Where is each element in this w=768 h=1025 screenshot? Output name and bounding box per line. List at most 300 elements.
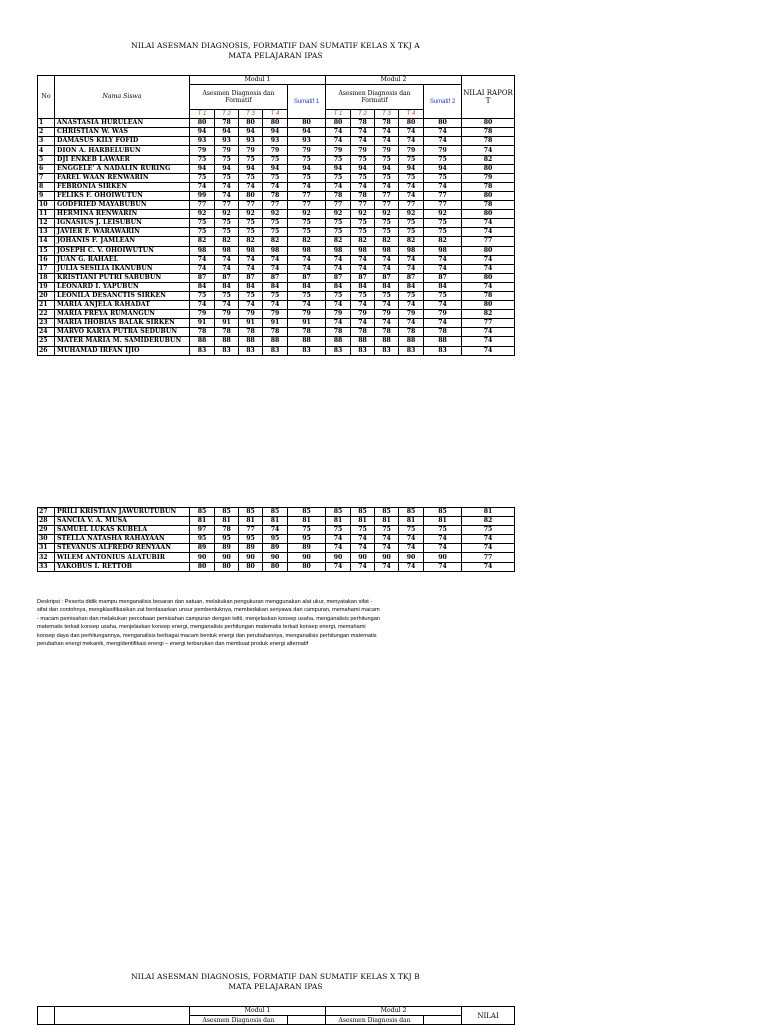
score-cell: 77	[462, 319, 515, 328]
score-cell: 78	[375, 328, 399, 337]
row-number: 16	[38, 255, 55, 264]
score-cell: 87	[288, 273, 326, 282]
score-cell: 75	[375, 291, 399, 300]
score-cell: 75	[375, 173, 399, 182]
table-row	[38, 137, 515, 146]
score-cell: 80	[190, 562, 215, 571]
score-cell: 92	[190, 210, 215, 219]
score-cell: 78	[326, 191, 351, 200]
score-cell: 92	[326, 210, 351, 219]
score-cell: 74	[462, 228, 515, 237]
header-sumatif-1: Sumatif 1	[288, 85, 326, 119]
score-cell: 74	[190, 255, 215, 264]
score-cell: 88	[399, 337, 424, 346]
student-name: FEBRONIA SIRKEN	[55, 182, 190, 191]
score-cell: 74	[375, 255, 399, 264]
score-cell: 87	[399, 273, 424, 282]
row-number: 22	[38, 310, 55, 319]
class-b-title	[37, 972, 514, 992]
class-b-title-line2: MATA PELAJARAN IPAS	[228, 982, 323, 991]
score-cell: 98	[239, 246, 263, 255]
row-number: 6	[38, 164, 55, 173]
table-row	[38, 535, 515, 544]
score-cell: 74	[424, 319, 462, 328]
score-cell: 87	[190, 273, 215, 282]
header-b-no-cell	[38, 1007, 55, 1025]
student-name: STEVANUS ALFREDO RENYAAN	[55, 544, 190, 553]
header-m1-t3: T 3	[239, 110, 263, 119]
table-row	[38, 146, 515, 155]
table-row	[38, 246, 515, 255]
score-cell: 98	[399, 246, 424, 255]
student-name: FELIKS F. OHOIWUTUN	[55, 191, 190, 200]
deskripsi-line: konsep daya dan perhitungannya, menganalisis berbagai macam bentuk energi dan perubahannya, menganalisis perhitungan matematis	[37, 632, 377, 639]
table-row	[38, 155, 515, 164]
score-cell: 80	[462, 191, 515, 200]
score-cell: 75	[351, 526, 375, 535]
score-cell: 77	[263, 201, 288, 210]
score-cell: 75	[375, 219, 399, 228]
score-cell: 75	[215, 291, 239, 300]
score-cell: 92	[263, 210, 288, 219]
header-modul-2: Modul 2	[326, 76, 462, 85]
student-name: STELLA NATASHA RAHAYAAN	[55, 535, 190, 544]
score-cell: 74	[351, 301, 375, 310]
student-name: DAMASUS KILY FOFID	[55, 137, 190, 146]
score-cell: 75	[263, 173, 288, 182]
score-cell: 74	[424, 544, 462, 553]
score-cell: 85	[239, 508, 263, 517]
row-number: 5	[38, 155, 55, 164]
score-cell: 82	[351, 237, 375, 246]
student-name: YAKOBUS I. RETTOB	[55, 562, 190, 571]
row-number: 25	[38, 337, 55, 346]
score-cell: 74	[263, 526, 288, 535]
score-cell: 93	[288, 137, 326, 146]
header-b-sumatif-2-cell	[424, 1016, 462, 1025]
score-cell: 81	[288, 517, 326, 526]
score-cell: 94	[399, 164, 424, 173]
score-cell: 83	[399, 346, 424, 355]
score-cell: 74	[462, 535, 515, 544]
score-cell: 98	[326, 246, 351, 255]
score-cell: 74	[462, 282, 515, 291]
score-cell: 74	[375, 182, 399, 191]
student-name: LEONILA DESANCTIS SIRKEN	[55, 291, 190, 300]
score-cell: 75	[239, 228, 263, 237]
score-cell: 79	[288, 146, 326, 155]
score-cell: 75	[190, 291, 215, 300]
student-name: HERMINA RENWARIN	[55, 210, 190, 219]
deskripsi-line: perubahan energi mekanik, mengidentifikasi energi – energi terbarukan dan membuat produk energi alternatif	[37, 641, 309, 648]
score-cell: 83	[190, 346, 215, 355]
score-cell: 80	[399, 119, 424, 128]
student-name: JOSEPH C. V. OHOIWUTUN	[55, 246, 190, 255]
score-cell: 74	[351, 535, 375, 544]
header-nama-siswa: Nama Siswa	[55, 76, 190, 119]
score-cell: 78	[462, 182, 515, 191]
row-number: 20	[38, 291, 55, 300]
row-number: 30	[38, 535, 55, 544]
score-cell: 79	[375, 310, 399, 319]
score-cell: 78	[351, 119, 375, 128]
score-cell: 74	[190, 182, 215, 191]
table-row	[38, 219, 515, 228]
score-cell: 93	[190, 137, 215, 146]
score-cell: 74	[399, 255, 424, 264]
row-number: 33	[38, 562, 55, 571]
score-cell: 74	[288, 301, 326, 310]
score-cell: 79	[239, 146, 263, 155]
score-cell: 79	[351, 310, 375, 319]
score-cell: 98	[215, 246, 239, 255]
table-row	[38, 291, 515, 300]
score-cell: 74	[462, 544, 515, 553]
grade-table-body-b	[38, 508, 515, 572]
score-cell: 81	[239, 517, 263, 526]
score-cell: 89	[215, 544, 239, 553]
score-cell: 75	[288, 219, 326, 228]
student-name: JUAN G. RAHAEL	[55, 255, 190, 264]
score-cell: 91	[190, 319, 215, 328]
student-name: MARIA FREYA RUMANGUN	[55, 310, 190, 319]
table-row	[38, 544, 515, 553]
student-name: DJI ENKEB LAWAER	[55, 155, 190, 164]
score-cell: 80	[424, 119, 462, 128]
score-cell: 92	[375, 210, 399, 219]
score-cell: 80	[462, 246, 515, 255]
student-name: SAMUEL LUKAS KUBELA	[55, 526, 190, 535]
score-cell: 88	[190, 337, 215, 346]
student-name: DION A. HARBELUBUN	[55, 146, 190, 155]
score-cell: 78	[215, 526, 239, 535]
score-cell: 75	[462, 526, 515, 535]
header-b-asesmen-modul-1: Asesmen Diagnosis dan	[190, 1016, 288, 1025]
score-cell: 87	[326, 273, 351, 282]
score-cell: 79	[190, 310, 215, 319]
score-cell: 78	[190, 328, 215, 337]
student-name: KRISTIANI PUTRI SABUBUN	[55, 273, 190, 282]
score-cell: 75	[351, 155, 375, 164]
deskripsi-line: matematis terkait konsep usaha, menjelaskan konsep energi, menganalisis perhitungan matematis terkait konsep energi, memahami	[37, 624, 366, 631]
header-no: No	[38, 76, 55, 119]
row-number: 26	[38, 346, 55, 355]
score-cell: 83	[375, 346, 399, 355]
score-cell: 74	[215, 182, 239, 191]
class-a-title	[37, 41, 514, 61]
score-cell: 78	[375, 119, 399, 128]
score-cell: 75	[239, 155, 263, 164]
table-row	[38, 553, 515, 562]
score-cell: 90	[288, 553, 326, 562]
score-cell: 77	[424, 201, 462, 210]
score-cell: 82	[190, 237, 215, 246]
score-cell: 92	[351, 210, 375, 219]
score-cell: 74	[424, 255, 462, 264]
score-cell: 75	[375, 526, 399, 535]
score-cell: 74	[424, 301, 462, 310]
score-cell: 74	[399, 544, 424, 553]
header-asesmen-modul-2: Asesmen Diagnosis dan Formatif	[326, 85, 424, 110]
score-cell: 74	[351, 128, 375, 137]
score-cell: 80	[190, 119, 215, 128]
score-cell: 95	[288, 535, 326, 544]
header-m2-t2: T 2	[351, 110, 375, 119]
score-cell: 92	[288, 210, 326, 219]
score-cell: 75	[288, 291, 326, 300]
score-cell: 83	[215, 346, 239, 355]
score-cell: 77	[239, 201, 263, 210]
score-cell: 75	[326, 526, 351, 535]
score-cell: 74	[424, 535, 462, 544]
score-cell: 79	[190, 146, 215, 155]
score-cell: 81	[375, 517, 399, 526]
score-cell: 88	[326, 337, 351, 346]
row-number: 19	[38, 282, 55, 291]
score-cell: 75	[351, 219, 375, 228]
score-cell: 80	[326, 119, 351, 128]
score-cell: 88	[351, 337, 375, 346]
header-modul-1: Modul 1	[190, 76, 326, 85]
score-cell: 74	[215, 191, 239, 200]
score-cell: 88	[239, 337, 263, 346]
student-name: JOHANIS F. JAMLEAN	[55, 237, 190, 246]
score-cell: 74	[399, 319, 424, 328]
score-cell: 75	[326, 291, 351, 300]
score-cell: 75	[326, 173, 351, 182]
score-cell: 84	[190, 282, 215, 291]
score-cell: 74	[288, 264, 326, 273]
student-name: WILEM ANTONIUS ALATUBIR	[55, 553, 190, 562]
score-cell: 83	[424, 346, 462, 355]
score-cell: 74	[190, 301, 215, 310]
table-row	[38, 201, 515, 210]
score-cell: 77	[375, 201, 399, 210]
score-cell: 74	[424, 562, 462, 571]
score-cell: 74	[375, 137, 399, 146]
header-m2-t4: T 4	[399, 110, 424, 119]
score-cell: 80	[263, 562, 288, 571]
score-cell: 82	[399, 237, 424, 246]
score-cell: 74	[462, 255, 515, 264]
score-cell: 78	[462, 128, 515, 137]
score-cell: 85	[215, 508, 239, 517]
score-cell: 79	[462, 173, 515, 182]
score-cell: 75	[326, 155, 351, 164]
grade-table-continuation	[37, 507, 515, 572]
student-name: JAVIER F. WARAWARIN	[55, 228, 190, 237]
row-number: 21	[38, 301, 55, 310]
score-cell: 98	[263, 246, 288, 255]
score-cell: 83	[288, 346, 326, 355]
score-cell: 84	[326, 282, 351, 291]
score-cell: 82	[462, 517, 515, 526]
score-cell: 85	[288, 508, 326, 517]
score-cell: 75	[399, 526, 424, 535]
score-cell: 74	[326, 137, 351, 146]
score-cell: 90	[190, 553, 215, 562]
score-cell: 90	[351, 553, 375, 562]
score-cell: 81	[215, 517, 239, 526]
table-row	[38, 337, 515, 346]
score-cell: 74	[399, 191, 424, 200]
score-cell: 89	[288, 544, 326, 553]
score-cell: 84	[351, 282, 375, 291]
table-row	[38, 562, 515, 571]
score-cell: 87	[239, 273, 263, 282]
student-name: ANASTASIA HURULEAN	[55, 119, 190, 128]
row-number: 31	[38, 544, 55, 553]
score-cell: 85	[399, 508, 424, 517]
header-b-modul-1: Modul 1	[190, 1007, 326, 1016]
table-row	[38, 328, 515, 337]
row-number: 24	[38, 328, 55, 337]
score-cell: 88	[263, 337, 288, 346]
score-cell: 94	[288, 128, 326, 137]
header-b-sumatif-1-cell	[288, 1016, 326, 1025]
header-asesmen-modul-1: Asesmen Diagnosis dan Formatif	[190, 85, 288, 110]
score-cell: 91	[239, 319, 263, 328]
score-cell: 82	[288, 237, 326, 246]
score-cell: 81	[462, 508, 515, 517]
score-cell: 79	[263, 310, 288, 319]
score-cell: 82	[263, 237, 288, 246]
score-cell: 74	[399, 535, 424, 544]
score-cell: 74	[462, 219, 515, 228]
score-cell: 82	[326, 237, 351, 246]
score-cell: 79	[375, 146, 399, 155]
score-cell: 94	[190, 128, 215, 137]
deskripsi-line: - macam pemisahan dan melakukan percobaan pemisahan campuran dengan teliti, menjelaskan konsep usaha, menganalisis perhitungan	[37, 615, 380, 622]
table-row	[38, 517, 515, 526]
score-cell: 78	[263, 328, 288, 337]
score-cell: 84	[239, 282, 263, 291]
score-cell: 92	[215, 210, 239, 219]
score-cell: 77	[326, 201, 351, 210]
row-number: 4	[38, 146, 55, 155]
grade-table-body-a	[38, 119, 515, 355]
score-cell: 74	[326, 535, 351, 544]
score-cell: 81	[399, 517, 424, 526]
score-cell: 74	[399, 137, 424, 146]
score-cell: 94	[239, 128, 263, 137]
score-cell: 74	[399, 182, 424, 191]
score-cell: 84	[263, 282, 288, 291]
score-cell: 74	[239, 182, 263, 191]
score-cell: 85	[424, 508, 462, 517]
score-cell: 83	[239, 346, 263, 355]
score-cell: 79	[399, 146, 424, 155]
table-row	[38, 182, 515, 191]
row-number: 10	[38, 201, 55, 210]
score-cell: 75	[239, 291, 263, 300]
score-cell: 79	[399, 310, 424, 319]
score-cell: 74	[462, 328, 515, 337]
score-cell: 74	[375, 264, 399, 273]
row-number: 13	[38, 228, 55, 237]
score-cell: 75	[351, 173, 375, 182]
student-name: PRILI KRISTIAN JAWURUTUBUN	[55, 508, 190, 517]
header-m1-t4: T 4	[263, 110, 288, 119]
score-cell: 74	[462, 146, 515, 155]
table-row	[38, 173, 515, 182]
score-cell: 79	[215, 146, 239, 155]
student-name: MARIA IHOBIAS BALAK SIRKEN	[55, 319, 190, 328]
score-cell: 74	[351, 137, 375, 146]
score-cell: 74	[288, 255, 326, 264]
score-cell: 75	[424, 291, 462, 300]
score-cell: 95	[239, 535, 263, 544]
score-cell: 77	[288, 201, 326, 210]
score-cell: 94	[215, 164, 239, 173]
table-row	[38, 264, 515, 273]
score-cell: 81	[351, 517, 375, 526]
score-cell: 85	[263, 508, 288, 517]
score-cell: 77	[215, 201, 239, 210]
score-cell: 98	[351, 246, 375, 255]
score-cell: 87	[424, 273, 462, 282]
score-cell: 75	[399, 291, 424, 300]
table-row	[38, 255, 515, 264]
score-cell: 75	[190, 173, 215, 182]
class-a-title-line1: NILAI ASESMAN DIAGNOSIS, FORMATIF DAN SUMATIF KELAS X TKJ A	[131, 41, 420, 50]
score-cell: 74	[462, 562, 515, 571]
score-cell: 94	[263, 128, 288, 137]
student-name: IGNASIUS J. LEISUBUN	[55, 219, 190, 228]
score-cell: 81	[190, 517, 215, 526]
score-cell: 80	[263, 119, 288, 128]
score-cell: 74	[239, 255, 263, 264]
score-cell: 83	[263, 346, 288, 355]
score-cell: 79	[351, 146, 375, 155]
row-number: 14	[38, 237, 55, 246]
score-cell: 77	[190, 201, 215, 210]
score-cell: 75	[424, 526, 462, 535]
row-number: 28	[38, 517, 55, 526]
score-cell: 75	[351, 228, 375, 237]
score-cell: 78	[351, 328, 375, 337]
score-cell: 98	[190, 246, 215, 255]
row-number: 7	[38, 173, 55, 182]
table-row	[38, 164, 515, 173]
table-row	[38, 228, 515, 237]
score-cell: 77	[399, 201, 424, 210]
score-cell: 80	[288, 562, 326, 571]
score-cell: 74	[399, 562, 424, 571]
deskripsi-line: sifat dan contohnya, mengklasifikasikan zat berdasarkan unsur pembentuknya, membedakan senyawa dan campuran, memahami macam	[37, 607, 380, 614]
grade-table-class-b-header	[37, 1006, 515, 1025]
score-cell: 74	[239, 264, 263, 273]
score-cell: 77	[351, 201, 375, 210]
row-number: 18	[38, 273, 55, 282]
score-cell: 87	[263, 273, 288, 282]
row-number: 29	[38, 526, 55, 535]
score-cell: 74	[399, 301, 424, 310]
score-cell: 74	[424, 128, 462, 137]
score-cell: 74	[351, 544, 375, 553]
score-cell: 88	[375, 337, 399, 346]
score-cell: 92	[239, 210, 263, 219]
score-cell: 79	[326, 146, 351, 155]
score-cell: 75	[288, 526, 326, 535]
score-cell: 78	[399, 328, 424, 337]
score-cell: 77	[239, 526, 263, 535]
table-row	[38, 191, 515, 200]
score-cell: 95	[215, 535, 239, 544]
class-a-title-line2: MATA PELAJARAN IPAS	[228, 51, 323, 60]
score-cell: 80	[239, 562, 263, 571]
row-number: 32	[38, 553, 55, 562]
